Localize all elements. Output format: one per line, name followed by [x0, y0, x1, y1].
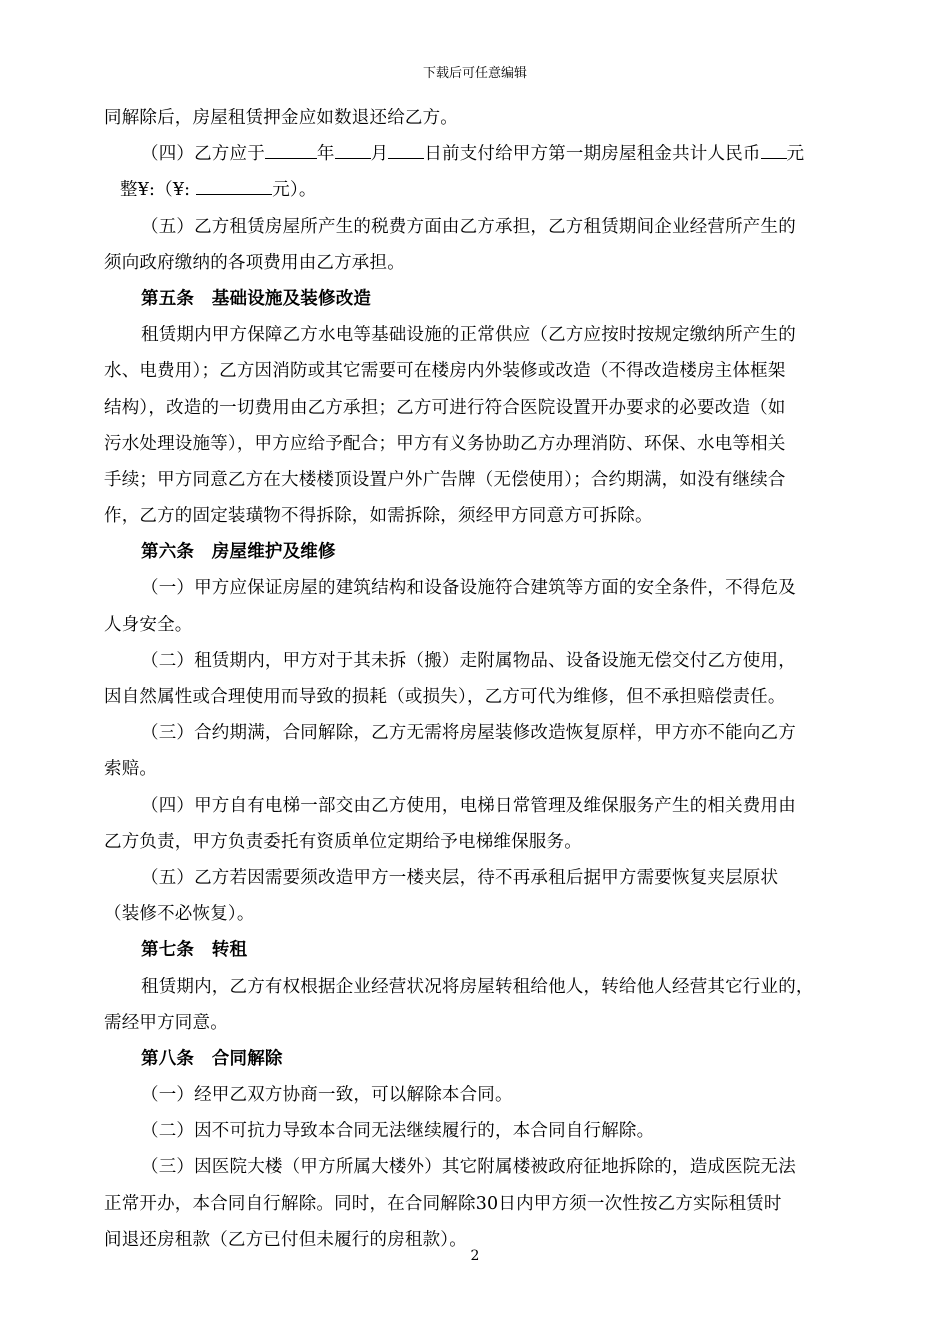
paragraph-line: （二）租赁期内，甲方对于其未拆（搬）走附属物品、设备设施无偿交付乙方使用，: [141, 650, 796, 671]
paragraph-line: 乙方负责，甲方负责委托有资质单位定期给予电梯维保服务。: [104, 831, 582, 852]
paragraph-line: 须向政府缴纳的各项费用由乙方承担。: [104, 252, 405, 273]
paragraph-line: 索赔。: [104, 759, 158, 780]
year-blank: [265, 138, 317, 159]
paragraph-line: 租赁期内，乙方有权根据企业经营状况将房屋转租给他人，转给他人经营其它行业的，: [141, 976, 814, 997]
amount-blank: [761, 138, 787, 159]
payment-clause-line: [104, 136, 852, 172]
yuan-blank: [196, 174, 272, 195]
paragraph-line: （一）经甲乙双方协商一致，可以解除本合同。: [141, 1085, 513, 1106]
document-body: [104, 100, 852, 1258]
section-heading: 第八条 合同解除: [141, 1048, 283, 1069]
paragraph-line: （二）因不可抗力导致本合同无法继续履行的，本合同自行解除。: [141, 1121, 655, 1142]
paragraph-line: 结构），改造的一切费用由乙方承担；乙方可进行符合医院设置开办要求的必要改造（如: [104, 397, 786, 418]
section-heading: 第六条 房屋维护及维修: [141, 542, 336, 563]
page-header: 下载后可任意编辑: [422, 66, 527, 81]
month-blank: [335, 138, 371, 159]
paragraph-line: 租赁期内甲方保障乙方水电等基础设施的正常供应（乙方应按时按规定缴纳所产生的: [141, 325, 796, 346]
day-blank: [388, 138, 424, 159]
paragraph-line: 人身安全。: [104, 614, 193, 635]
paragraph-line: 污水处理设施等），甲方应给予配合；甲方有义务协助乙方办理消防、环保、水电等相关: [104, 433, 786, 454]
paragraph-line: 间退还房租款（乙方已付但未履行的房租款）。: [104, 1229, 467, 1250]
paragraph-line: （一）甲方应保证房屋的建筑结构和设备设施符合建筑等方面的安全条件，不得危及: [141, 578, 796, 599]
section-heading: 第七条 转租: [141, 940, 248, 961]
clause-text: 元: [786, 144, 805, 165]
paragraph-line: （五）乙方租赁房屋所产生的税费方面由乙方承担，乙方租赁期间企业经营所产生的: [141, 216, 796, 237]
paragraph-line: （五）乙方若因需要须改造甲方一楼夹层，待不再承租后据甲方需要恢复夹层原状: [141, 867, 779, 888]
paragraph-line: 需经甲方同意。: [104, 1012, 228, 1033]
clause-text: 月: [370, 144, 389, 165]
paragraph-line: （装修不必恢复）。: [104, 904, 255, 925]
paragraph-line: （四）甲方自有电梯一部交由乙方使用，电梯日常管理及维保服务产生的相关费用由: [141, 795, 796, 816]
paragraph-line: 正常开办，本合同自行解除。同时，在合同解除30日内甲方须一次性按乙方实际租赁时: [104, 1193, 782, 1214]
paragraph-line: 手续；甲方同意乙方在大楼楼顶设置户外广告牌（无偿使用）；合约期满，如没有继续合: [104, 469, 786, 490]
clause-text: 年: [316, 144, 335, 165]
paragraph-line: （三）合约期满，合同解除，乙方无需将房屋装修改造恢复原样，甲方亦不能向乙方: [141, 723, 796, 744]
clause-text: （四）乙方应于: [141, 144, 265, 165]
amount-line: [104, 172, 852, 208]
section-heading: 第五条 基础设施及装修改造: [141, 288, 372, 309]
clause-text: 整¥:（¥:: [120, 180, 191, 201]
paragraph-line: （三）因医院大楼（甲方所属大楼外）其它附属楼被政府征地拆除的，造成医院无法: [141, 1157, 796, 1178]
paragraph-line: 因自然属性或合理使用而导致的损耗（或损失），乙方可代为维修，但不承担赔偿责任。: [104, 687, 786, 707]
clause-text: 日前支付给甲方第一期房屋租金共计人民币: [424, 144, 761, 165]
paragraph-line: 同解除后，房屋租赁押金应如数退还给乙方。: [104, 108, 458, 128]
paragraph-line: 作，乙方的固定装璜物不得拆除，如需拆除，须经甲方同意方可拆除。: [104, 506, 653, 527]
page-number: 2: [470, 1248, 480, 1264]
paragraph-line: 水、电费用）；乙方因消防或其它需要可在楼房内外装修或改造（不得改造楼房主体框架: [104, 361, 786, 382]
clause-text: 元）。: [272, 180, 317, 201]
